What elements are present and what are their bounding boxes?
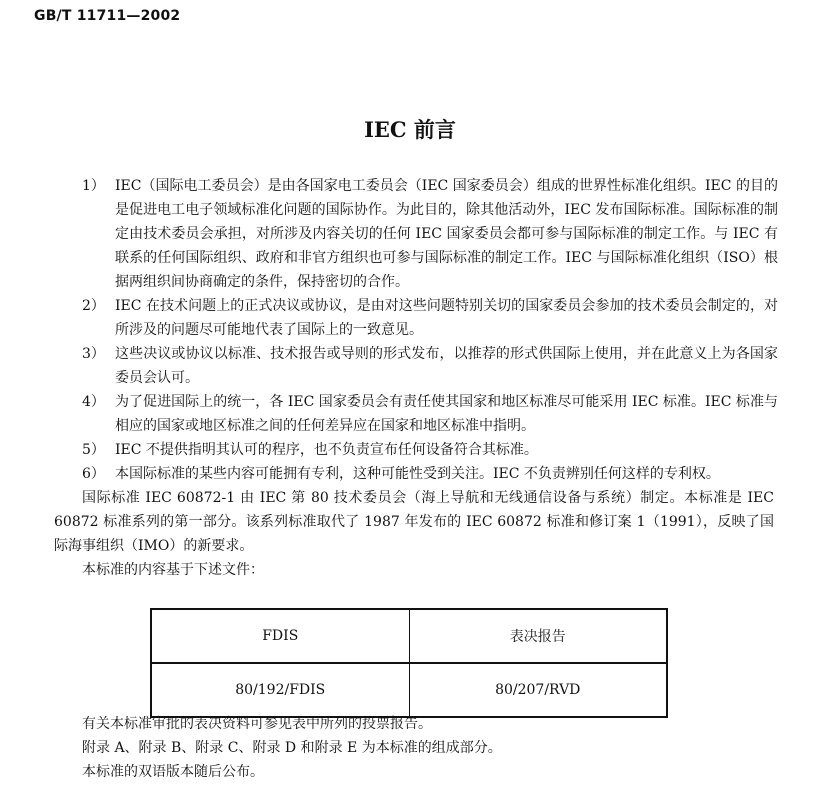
body-text	[0, 174, 820, 582]
list-item-text: IEC 不提供指明其认可的程序，也不负责宣布任何设备符合其标准。	[115, 442, 538, 458]
list-item-text: 这些决议或协议以标准、技术报告或导则的形式发布，以推荐的形式供国际上使用，并在此意义上为各国家委员会认可。	[115, 346, 778, 386]
list-item-number: 3）	[82, 346, 105, 362]
list-item	[82, 438, 778, 462]
list-item	[82, 174, 778, 294]
list-item-number: 6）	[82, 466, 105, 482]
documents-table	[150, 608, 668, 718]
list-item-text: IEC（国际电工委员会）是由各国家电工委员会（IEC 国家委员会）组成的世界性标准化组织。IEC 的目的是促进电工电子领域标准化问题的国际协作。为此目的，除其他活动外，IEC 发布国际标准。国际标准的制定由技术委员会承担，对所涉及内容关切的任何 IEC 国家委员会都可参与国际标准的制定工作。与 IEC 有联系的任何国际组织、政府和非官方组织也可参与国际标准的制定工作。IEC 与国际标准化组织（ISO）根据两组织间协商确定的条件，保持密切的合作。	[115, 178, 778, 290]
closing-paragraph: 有关本标准审批的表决资料可参见表中所列的投票报告。	[82, 716, 432, 732]
body-paragraph: 国际标准 IEC 60872-1 由 IEC 第 80 技术委员会（海上导航和无线通信设备与系统）制定。本标准是 IEC 60872 标准系列的第一部分。该系列标准取代了 1987 年发布的 IEC 60872 标准和修订案 1（1991），反映了国际海事组织（IMO）的新要求。	[54, 490, 774, 554]
list-item-number: 5）	[82, 442, 105, 458]
page-title: IEC 前言	[364, 117, 456, 142]
list-item	[82, 390, 778, 438]
standard-code: GB/T 11711—2002	[34, 8, 181, 24]
list-item	[82, 462, 778, 486]
table-header-cell: FDIS	[151, 609, 409, 663]
closing-paragraph: 本标准的双语版本随后公布。	[82, 764, 264, 780]
list-item-number: 2）	[82, 298, 105, 314]
list-item	[82, 342, 778, 390]
table-cell: 80/192/FDIS	[151, 663, 409, 717]
list-item-number: 1）	[82, 178, 105, 194]
list-item-text: IEC 在技术问题上的正式决议或协议，是由对这些问题特别关切的国家委员会参加的技术委员会制定的，对所涉及的问题尽可能地代表了国际上的一致意见。	[115, 298, 778, 338]
table-header-row	[151, 609, 667, 663]
body-paragraph: 本标准的内容基于下述文件：	[82, 562, 264, 578]
list-item	[82, 294, 778, 342]
table-header-cell: 表决报告	[409, 609, 667, 663]
list-item-text: 为了促进国际上的统一，各 IEC 国家委员会有责任使其国家和地区标准尽可能采用 IEC 标准。IEC 标准与相应的国家或地区标准之间的任何差异应在国家和地区标准中指明。	[115, 394, 778, 434]
table-row	[151, 663, 667, 717]
list-item-number: 4）	[82, 394, 105, 410]
table-cell: 80/207/RVD	[409, 663, 667, 717]
closing-text	[0, 712, 820, 784]
list-item-text: 本国际标准的某些内容可能拥有专利，这种可能性受到关注。IEC 不负责辨别任何这样的专利权。	[115, 466, 720, 482]
closing-paragraph: 附录 A、附录 B、附录 C、附录 D 和附录 E 为本标准的组成部分。	[82, 740, 502, 756]
